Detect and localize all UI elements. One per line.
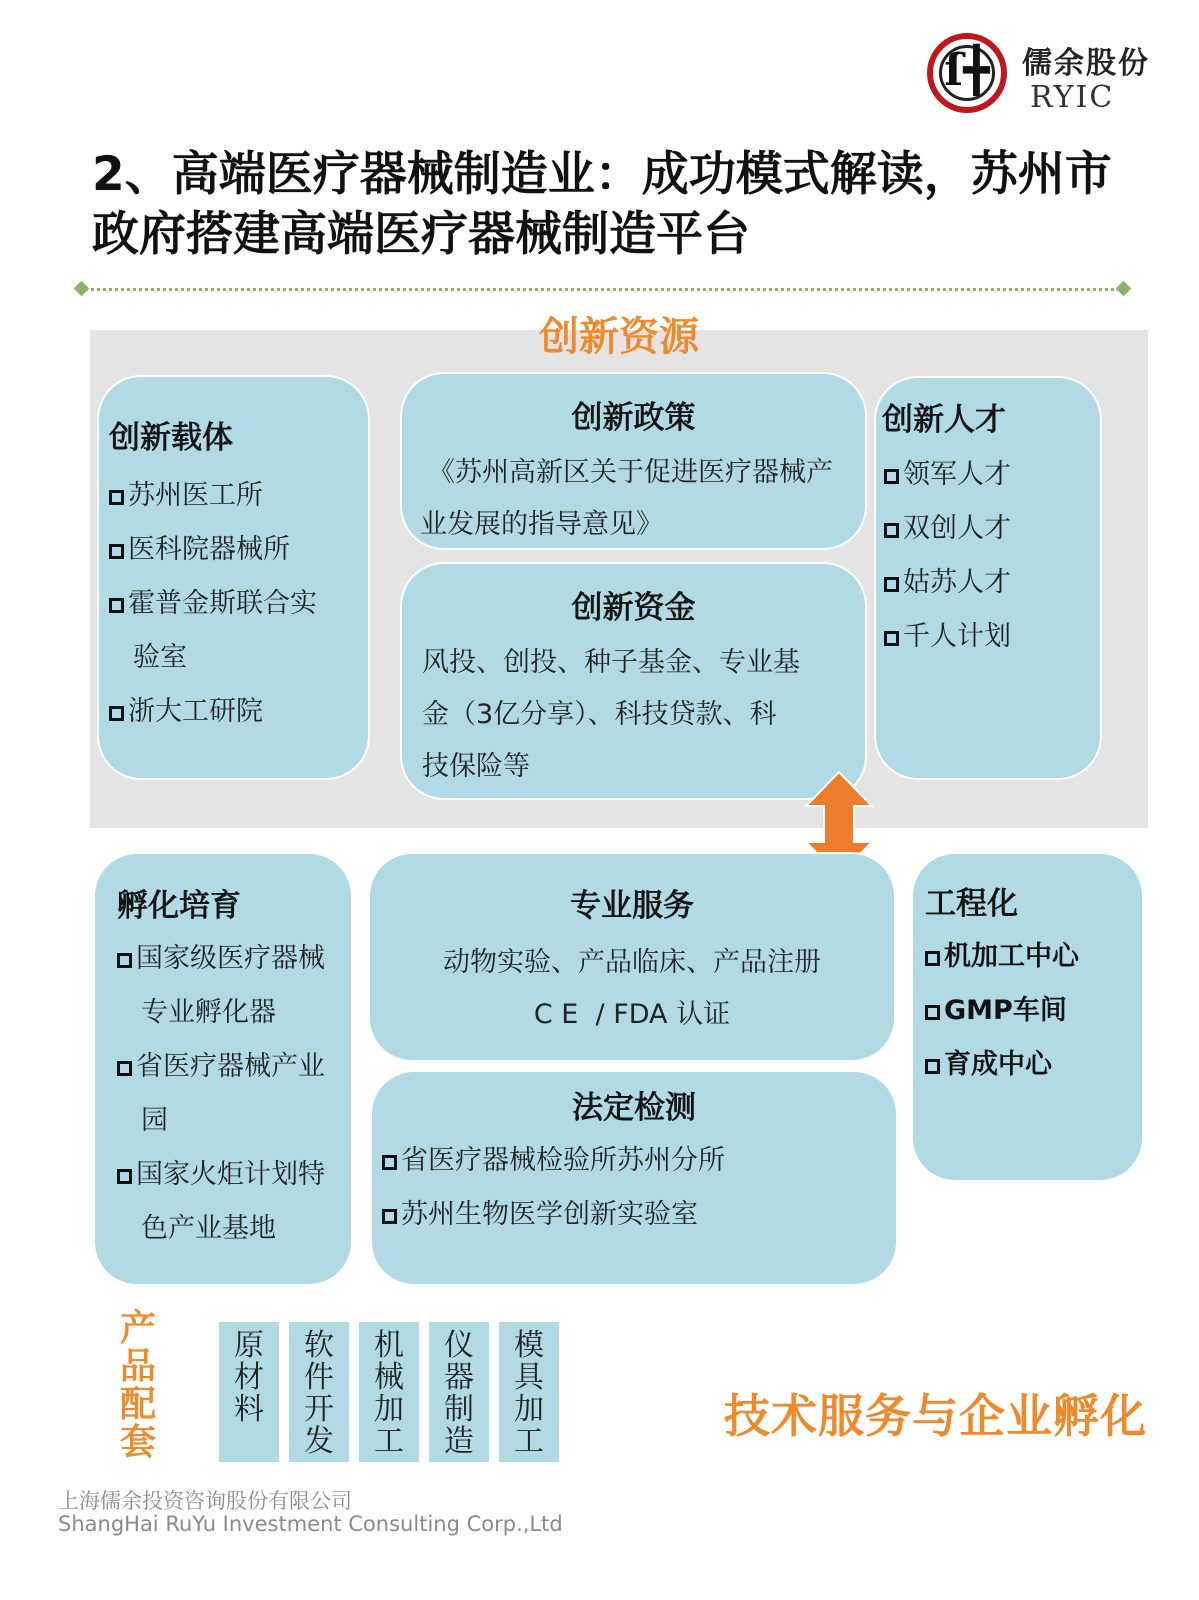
- innovation-policy-heading: 创新政策: [571, 400, 696, 436]
- checkbox-icon: [109, 598, 124, 613]
- logo-name-cn: 儒余股份: [1022, 46, 1150, 81]
- divider-right-diamond: [1116, 281, 1132, 297]
- professional-services-heading: 专业服务: [570, 888, 694, 924]
- product-item-raw-materials: 原材料: [219, 1322, 279, 1462]
- list-item: GMP车间: [925, 984, 1079, 1038]
- logo-name-en: RYIC: [1030, 80, 1115, 115]
- professional-services-box: [368, 852, 896, 1062]
- list-item: 育成中心: [925, 1038, 1079, 1092]
- list-item: 双创人才: [884, 502, 1011, 556]
- checkbox-icon: [109, 544, 124, 559]
- list-item: 领军人才: [884, 448, 1011, 502]
- innovation-talent-heading: 创新人才: [882, 402, 1006, 438]
- list-item: 浙大工研院: [109, 685, 317, 739]
- incubation-heading: 孵化培育: [117, 888, 241, 924]
- product-support-label: 产品配套: [119, 1308, 156, 1463]
- product-item-machining: 机械加工: [359, 1322, 419, 1462]
- innovation-policy-box: [400, 372, 867, 550]
- innovation-funding-heading: 创新资金: [571, 590, 696, 626]
- innovation-carrier-box: [97, 375, 370, 780]
- professional-services-line2: C E / FDA 认证: [533, 999, 731, 1030]
- list-item: 省医疗器械检验所苏州分所: [382, 1134, 725, 1188]
- checkbox-icon: [884, 469, 899, 484]
- checkbox-icon: [117, 953, 132, 968]
- statutory-testing-box: [370, 1070, 898, 1286]
- list-item: 机加工中心: [925, 930, 1079, 984]
- page-title: 2、高端医疗器械制造业：成功模式解读，苏州市政府搭建高端医疗器械制造平台: [92, 147, 1112, 262]
- list-item: 霍普金斯联合实: [109, 577, 317, 631]
- innovation-resources-title: 创新资源: [539, 314, 699, 360]
- checkbox-icon: [117, 1169, 132, 1184]
- list-item: 医科院器械所: [109, 523, 317, 577]
- checkbox-icon: [109, 490, 124, 505]
- list-item: 苏州医工所: [109, 469, 317, 523]
- footer-company-cn: 上海儒余投资咨询股份有限公司: [58, 1489, 352, 1513]
- innovation-talent-box: [874, 376, 1102, 780]
- list-item-continuation: 验室: [133, 642, 187, 673]
- engineering-box: [911, 852, 1144, 1182]
- product-item-instruments: 仪器制造: [429, 1322, 489, 1462]
- innovation-funding-line2: 金（3亿分享）、科技贷款、科: [422, 699, 777, 730]
- statutory-testing-list: [382, 1134, 725, 1242]
- innovation-policy-line1: 《苏州高新区关于促进医疗器械产: [428, 457, 833, 488]
- innovation-carrier-list: [109, 469, 317, 739]
- list-item: 国家级医疗器械: [117, 932, 325, 986]
- checkbox-icon: [382, 1155, 397, 1170]
- product-item-molds: 模具加工: [499, 1322, 559, 1462]
- innovation-talent-list: [884, 448, 1011, 664]
- engineering-heading: 工程化: [925, 886, 1018, 922]
- checkbox-icon: [925, 951, 940, 966]
- checkbox-icon: [382, 1209, 397, 1224]
- list-item-continuation: 色产业基地: [141, 1213, 276, 1244]
- company-logo: [927, 33, 1007, 113]
- innovation-policy-line2: 业发展的指导意见》: [420, 509, 663, 540]
- checkbox-icon: [925, 1059, 940, 1074]
- checkbox-icon: [117, 1061, 132, 1076]
- checkbox-icon: [884, 577, 899, 592]
- logo-glyph: ſ╋: [944, 45, 990, 96]
- incubation-box: [93, 852, 353, 1286]
- list-item-continuation: 园: [141, 1105, 168, 1136]
- list-item: 苏州生物医学创新实验室: [382, 1188, 725, 1242]
- footer-company-en: ShangHai RuYu Investment Consulting Corp.,Ltd: [58, 1512, 563, 1536]
- list-item: 国家火炬计划特: [117, 1148, 325, 1202]
- incubation-list: [117, 932, 325, 1256]
- list-item: 千人计划: [884, 610, 1011, 664]
- innovation-funding-box: [400, 562, 867, 800]
- list-item-continuation: 专业孵化器: [141, 997, 276, 1028]
- title-divider: [80, 288, 1126, 291]
- innovation-funding-line1: 风投、创投、种子基金、专业基: [422, 647, 800, 678]
- engineering-list: [925, 930, 1079, 1092]
- checkbox-icon: [884, 523, 899, 538]
- tech-services-title: 技术服务与企业孵化: [724, 1389, 1147, 1443]
- divider-left-diamond: [74, 281, 90, 297]
- list-item: 姑苏人才: [884, 556, 1011, 610]
- product-item-software: 软件开发: [289, 1322, 349, 1462]
- checkbox-icon: [884, 631, 899, 646]
- list-item: 省医疗器械产业: [117, 1040, 325, 1094]
- innovation-carrier-heading: 创新载体: [109, 420, 233, 456]
- innovation-funding-line3: 技保险等: [422, 751, 530, 782]
- checkbox-icon: [925, 1005, 940, 1020]
- statutory-testing-heading: 法定检测: [572, 1090, 696, 1126]
- checkbox-icon: [109, 706, 124, 721]
- professional-services-line1: 动物实验、产品临床、产品注册: [443, 947, 821, 978]
